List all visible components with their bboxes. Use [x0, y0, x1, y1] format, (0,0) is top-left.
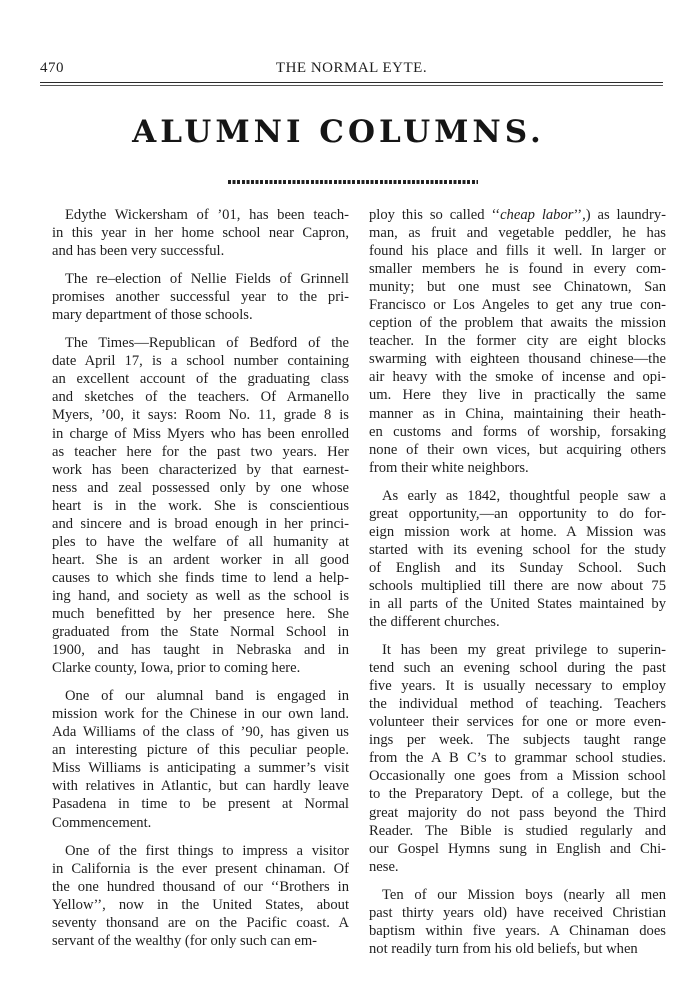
text-line: and sincere and is broad enough in her princi- — [52, 515, 349, 532]
left-column — [52, 206, 349, 960]
text-line: work has been characterized by that earnest- — [52, 461, 349, 478]
text-line: munity; but one must see Chinatown, San — [369, 279, 666, 296]
text-line: Miss Williams is anticipating a summer’s visit — [52, 760, 349, 777]
text-line: One of the first things to impress a visitor — [65, 842, 349, 859]
text-line: swarming with eighteen thousand chinese—the — [369, 351, 666, 368]
text-line: from their white neighbors. — [369, 459, 529, 476]
text-line: none of their own vices, but acquiring others — [369, 441, 666, 458]
text-line: in charge of Miss Myers who has been enrolled — [52, 425, 349, 442]
text-line: Ada Williams of the class of ’90, has given us — [52, 724, 349, 741]
text-line: an excellent account of the graduating class — [52, 371, 349, 388]
text-line: nese. — [369, 858, 399, 875]
paragraph — [369, 641, 666, 876]
text-line: en customs and forms of worship, forsaking — [369, 423, 666, 440]
text-line: started with its evening school for the study — [369, 541, 666, 558]
text-line: with relatives in Atlantic, but can hardly leave — [52, 778, 349, 795]
text-line: ings per week. The subjects taught range — [369, 732, 666, 749]
paragraph — [52, 270, 349, 324]
paragraph — [369, 206, 666, 477]
running-head — [40, 60, 663, 82]
text-line: the one hundred thousand of our ‘‘Brothers in — [52, 878, 349, 895]
text-line: Edythe Wickersham of ’01, has been teach- — [65, 207, 349, 223]
text-line: eign mission work at home. A Mission was — [369, 523, 666, 540]
text-line: Ten of our Mission boys (nearly all men — [382, 886, 666, 903]
paragraph — [52, 842, 349, 950]
text-line: servant of the wealthy (for only such can em- — [52, 932, 318, 949]
text-line: past thirty years old) have received Christian — [369, 904, 666, 921]
text-line: Francisco or Los Angeles to get any true con- — [369, 297, 666, 314]
text-line: baptism within five years. A Chinaman does — [369, 922, 666, 939]
text-line: The Times—Republican of Bedford of the — [65, 335, 349, 352]
text-run: ’’,) as laundry- — [573, 207, 666, 223]
text-line: as teacher here for the past two years. Her — [52, 443, 349, 460]
right-column — [369, 206, 666, 968]
paragraph — [369, 886, 666, 958]
paragraph — [52, 334, 349, 677]
text-line: teacher. In the former city are eight blocks — [369, 333, 666, 350]
text-line: Occasionally one goes from a Mission school — [369, 768, 666, 785]
text-line: ception of the problem that awaits the mission — [369, 315, 666, 332]
text-line: Clarke county, Iowa, prior to coming here. — [52, 660, 301, 677]
text-line: heart. She is an ardent worker in all good — [52, 551, 349, 568]
section-title: ALUMNI COLUMNS. — [132, 114, 545, 150]
paragraph — [369, 487, 666, 631]
text-line: an interesting picture of this peculiar people. — [52, 742, 349, 759]
text-line: promises another successful year to the pri- — [52, 289, 349, 306]
text-line: schools multiplied till there are now about 75 — [369, 577, 666, 594]
text-line: ing hand, and society as well as the school is — [52, 587, 349, 604]
text-line: manner as in China, maintaining their heath- — [369, 405, 666, 422]
ornamental-divider — [228, 180, 478, 184]
italic-phrase: cheap labor — [500, 207, 574, 223]
text-line: the different churches. — [369, 614, 500, 631]
text-line: five years. It is usually necessary to employ — [369, 678, 666, 695]
text-line: and sketches of the teachers. Of Armanello — [52, 389, 349, 406]
text-line: One of our alumnal band is engaged in — [65, 688, 349, 705]
text-line: of English and its Sunday School. Such — [369, 559, 666, 576]
text-line: Commencement. — [52, 814, 152, 831]
text-line: Yellow’’, now in the United States, about — [52, 896, 349, 913]
text-line: man, as fruit and vegetable peddler, he has — [369, 225, 666, 242]
text-line: our Gospel Hymns sung in English and Chi- — [369, 840, 666, 857]
text-line: mission work for the Chinese in our own land. — [52, 706, 349, 723]
text-line: mary department of those schools. — [52, 307, 253, 324]
text-line: Reader. The Bible is studied regularly and — [369, 822, 666, 839]
journal-title: THE NORMAL EYTE. — [275, 60, 428, 76]
text-line: heart is in the work. She is conscientious — [52, 497, 349, 514]
text-line: much benefitted by her presence here. She — [52, 605, 349, 622]
text-line: found his place and fills it well. In larger or — [369, 243, 666, 260]
text-run: ploy this so called ‘‘ — [369, 207, 501, 223]
text-line: in California is the ever present chinaman. Of — [52, 860, 349, 877]
text-line: tend such an evening school during the past — [369, 660, 666, 677]
text-line: great majority do not pass beyond the Third — [369, 804, 666, 821]
text-line: Pasadena in time to be present at Normal — [52, 796, 349, 813]
paragraph — [52, 206, 349, 260]
text-line: causes to which she finds time to lend a help- — [52, 569, 349, 586]
text-line — [369, 206, 666, 224]
text-line: air heavy with the smoke of incense and opi- — [369, 369, 666, 386]
text-line: ples to have the welfare of all humanity at — [52, 533, 349, 550]
text-line: and has been very successful. — [52, 243, 225, 260]
header-rule — [40, 82, 663, 86]
text-line: 1900, and has taught in Nebraska and in — [52, 642, 349, 659]
page-number: 470 — [40, 60, 64, 76]
text-line: ness and zeal possessed only by one whose — [52, 479, 349, 496]
text-line: in this year in her home school near Capron, — [52, 225, 349, 242]
text-line: the individual method of teaching. Teachers — [369, 696, 666, 713]
text-line: not readily turn from his old beliefs, but when — [369, 940, 638, 957]
text-line: smaller members he is found in every com- — [369, 261, 666, 278]
text-line: date April 17, is a school number containing — [52, 353, 349, 370]
text-line: As early as 1842, thoughtful people saw a — [382, 487, 666, 504]
text-line: from the A B C’s to grammar school studies. — [369, 750, 666, 767]
text-line: in all parts of the United States maintained by — [369, 595, 666, 612]
text-line: um. Here they live in practically the same — [369, 387, 666, 404]
text-line: seventy thonsand are on the Pacific coast. A — [52, 914, 349, 931]
text-line: The re–election of Nellie Fields of Grinnell — [65, 271, 349, 288]
paragraph — [52, 687, 349, 831]
text-line: graduated from the State Normal School in — [52, 624, 349, 641]
text-line: volunteer their services for one or more even- — [369, 714, 666, 731]
text-line: It has been my great privilege to superin- — [382, 642, 666, 659]
text-line: to the Preparatory Dept. of a college, but the — [369, 786, 666, 803]
text-line: great opportunity,—an opportunity to do for- — [369, 505, 666, 522]
text-line: Myers, ’00, it says: Room No. 11, grade 8 is — [52, 407, 349, 424]
